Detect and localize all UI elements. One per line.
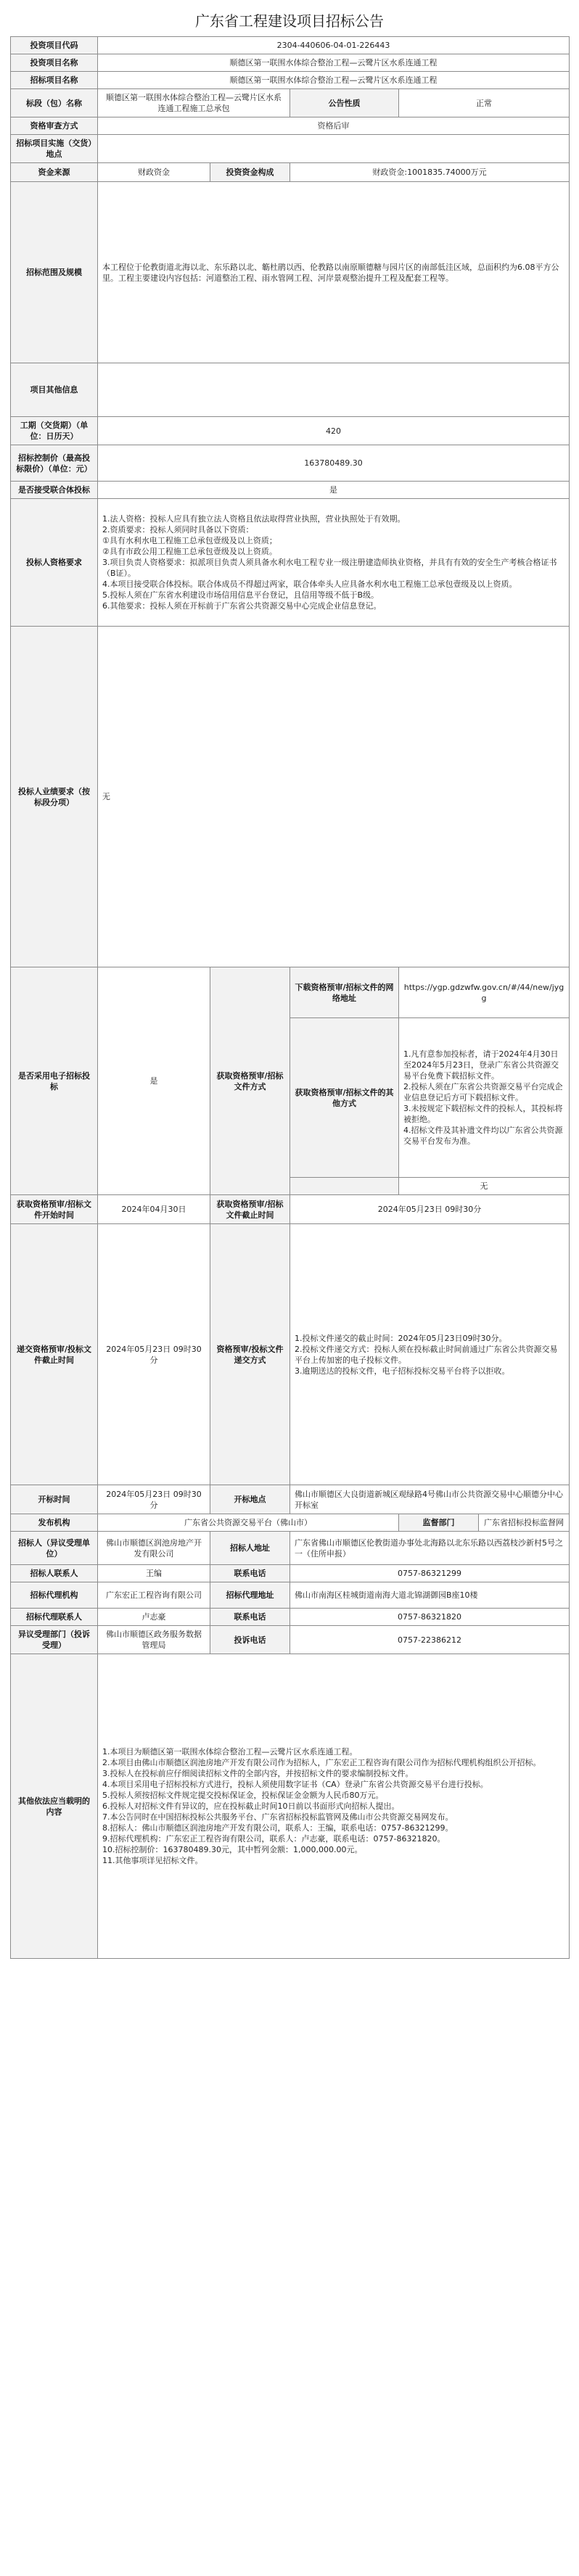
- tender-scope-value: 本工程位于伦教街道北海以北、东乐路以北、簕杜鹃以西、伦教路以南原顺德糖与园片区的南部低洼区域，总面积约为6.08平方公里。工程主要建设内容包括：河道整治工程、雨水管网工程、河岸景观整治提升工程及配套工程等。: [98, 182, 570, 363]
- tenderer-contact-label: 招标人联系人: [11, 1565, 98, 1582]
- e-bid-label: 是否采用电子招标投标: [11, 967, 98, 1195]
- get-url-link[interactable]: https://ygp.gdzwfw.gov.cn/#/44/new/jygg: [403, 982, 564, 1003]
- open-place-label: 开标地点: [210, 1485, 290, 1514]
- e-bid-value: 是: [98, 967, 210, 1195]
- announcement-table: [10, 36, 570, 1959]
- agency-value: 广东宏正工程咨询有限公司: [98, 1582, 210, 1609]
- duration-value: 420: [98, 417, 570, 445]
- project-code-label: 投资项目代码: [11, 37, 98, 54]
- get-method-text: 1.凡有意参加投标者，请于2024年4月30日至2024年5月23日，登录广东省公共资源交易平台免费下载招标文件。 2.投标人须在广东省公共资源交易平台完成企业信息登记后方可下载招标文件。 3.未按规定下载招标文件的投标人，其投标将被拒绝。 4.招标文件及其补遗文件均以广东省公共资源交易平台发布为准。: [399, 1018, 570, 1178]
- other-info-label: 项目其他信息: [11, 363, 98, 417]
- other-method-value: 无: [399, 1178, 570, 1195]
- row-tenderer: [11, 1532, 570, 1565]
- project-name-value: 顺德区第一联围水体综合整治工程—云鹭片区水系连通工程: [98, 54, 570, 72]
- joint-bid-value: 是: [98, 482, 570, 499]
- submit-time-value: 2024年05月23日 09时30分: [98, 1224, 210, 1485]
- fund-composition-value: 财政资金:1001835.74000万元: [290, 163, 570, 182]
- qualification-req-label: 投标人资格要求: [11, 499, 98, 627]
- page-title: 广东省工程建设项目招标公告: [195, 12, 384, 30]
- get-file-end-value: 2024年05月23日 09时30分: [290, 1195, 570, 1224]
- row-get-url: [11, 967, 570, 1018]
- get-file-end-label: 获取资格预审/招标文件截止时间: [210, 1195, 290, 1224]
- announce-nature-label: 公告性质: [290, 89, 399, 117]
- complaint-label: 异议受理部门（投诉受理）: [11, 1626, 98, 1654]
- submit-method-label: 资格预审/投标文件递交方式: [210, 1224, 290, 1485]
- max-price-label: 招标控制价（最高投标限价）（单位：元）: [11, 445, 98, 482]
- supervisor-label: 发布机构: [11, 1514, 98, 1532]
- complaint-value: 佛山市顺德区政务服务数据管理局: [98, 1626, 210, 1654]
- agency-addr-value: 佛山市南海区桂城街道南海大道北锦湖御园B座10楼: [290, 1582, 570, 1609]
- tenderer-label: 招标人（异议受理单位）: [11, 1532, 98, 1565]
- agency-contact-value: 卢志豪: [98, 1609, 210, 1626]
- location-value: [98, 135, 570, 163]
- duration-label: 工期（交货期）（单位：日历天）: [11, 417, 98, 445]
- row-agency-contact: [11, 1609, 570, 1626]
- row-tenderer-contact: [11, 1565, 570, 1582]
- row-tender-project-name: [11, 72, 570, 89]
- fund-composition-label: 投资资金构成: [210, 163, 290, 182]
- tenderer-phone-label: 联系电话: [210, 1565, 290, 1582]
- row-other-info: [11, 363, 570, 417]
- open-place-value: 佛山市顺德区大良街道新城区观绿路4号佛山市公共资源交易中心顺德分中心开标室: [290, 1485, 570, 1514]
- performance-req-label: 投标人业绩要求（按标段分项）: [11, 627, 98, 967]
- supervise-dept-label: 监督部门: [399, 1514, 479, 1532]
- supervisor-value: 广东省公共资源交易平台（佛山市）: [98, 1514, 399, 1532]
- row-qualification-req: [11, 499, 570, 627]
- complaint-phone-label: 投诉电话: [210, 1626, 290, 1654]
- fund-source-label: 资金来源: [11, 163, 98, 182]
- tenderer-addr-value: 广东省佛山市顺德区伦教街道办事处北海路以北东乐路以西荔枝沙新村5号之一（住所申报）: [290, 1532, 570, 1565]
- joint-bid-label: 是否接受联合体投标: [11, 482, 98, 499]
- row-submit: [11, 1224, 570, 1485]
- performance-req-value: 无: [98, 627, 570, 967]
- submit-time-label: 递交资格预审/投标文件截止时间: [11, 1224, 98, 1485]
- announce-nature-value: 正常: [399, 89, 570, 117]
- other-method-label-2: [290, 1178, 399, 1195]
- get-url-cell: [399, 967, 570, 1018]
- tenderer-phone-value: 0757-86321299: [290, 1565, 570, 1582]
- row-location: [11, 135, 570, 163]
- others-label: 其他依法应当载明的内容: [11, 1654, 98, 1959]
- agency-addr-label: 招标代理地址: [210, 1582, 290, 1609]
- row-section: [11, 89, 570, 117]
- section-name-value: 顺德区第一联围水体综合整治工程—云鹭片区水系连通工程施工总承包: [98, 89, 290, 117]
- get-url-label: 下载资格预审/招标文件的网络地址: [290, 967, 399, 1018]
- row-agency: [11, 1582, 570, 1609]
- row-tender-scope: [11, 182, 570, 363]
- row-open: [11, 1485, 570, 1514]
- get-method-label: 获取资格预审/招标文件方式: [210, 967, 290, 1195]
- tenderer-addr-label: 招标人地址: [210, 1532, 290, 1565]
- agency-contact-label: 招标代理联系人: [11, 1609, 98, 1626]
- tender-scope-label: 招标范围及规模: [11, 182, 98, 363]
- qualification-method-label: 资格审查方式: [11, 117, 98, 135]
- get-file-time-label: 获取资格预审/招标文件开始时间: [11, 1195, 98, 1224]
- project-name-label: 投资项目名称: [11, 54, 98, 72]
- project-code-value: 2304-440606-04-01-226443: [98, 37, 570, 54]
- complaint-phone-value: 0757-22386212: [290, 1626, 570, 1654]
- tender-project-name-value: 顺德区第一联围水体综合整治工程—云鹭片区水系连通工程: [98, 72, 570, 89]
- row-performance-req: [11, 627, 570, 967]
- other-info-value: [98, 363, 570, 417]
- open-time-value: 2024年05月23日 09时30分: [98, 1485, 210, 1514]
- supervise-dept-value: 广东省招标投标监督网: [479, 1514, 570, 1532]
- location-label: 招标项目实施（交货）地点: [11, 135, 98, 163]
- get-file-time-value: 2024年04月30日: [98, 1195, 210, 1224]
- tender-project-name-label: 招标项目名称: [11, 72, 98, 89]
- row-get-file-time: [11, 1195, 570, 1224]
- qualification-req-value: 1.法人资格：投标人应具有独立法人资格且依法取得营业执照，营业执照处于有效期。 2.资质要求：投标人须同时具备以下资质： ①具有水利水电工程施工总承包壹级及以上资质； ②具有市政公用工程施工总承包壹级及以上资质。 3.项目负责人资格要求：拟派项目负责人须具备水利水电工程专业一级注册建造师执业资格，并具有有效的安全生产考核合格证书（B证）。 4.本项目接受联合体投标。联合体成员不得超过两家，联合体牵头人应具备水利水电工程施工总承包壹级及以上资质。 5.投标人须在广东省水利建设市场信用信息平台登记，且信用等级不低于B级。 6.其他要求：投标人须在开标前于广东省公共资源交易中心完成企业信息登记。: [98, 499, 570, 627]
- fund-source-value: 财政资金: [98, 163, 210, 182]
- others-value: 1.本项目为顺德区第一联围水体综合整治工程—云鹭片区水系连通工程。 2.本项目由佛山市顺德区润池房地产开发有限公司作为招标人，广东宏正工程咨询有限公司作为招标代理机构组织公开招标。 3.投标人在投标前应仔细阅读招标文件的全部内容，并按招标文件的要求编制投标文件。 4.本项目采用电子招标投标方式进行，投标人须使用数字证书（CA）登录广东省公共资源交易平台进行投标。 5.投标人须按招标文件规定提交投标保证金，投标保证金金额为人民币80万元。 6.投标人对招标文件有异议的，应在投标截止时间10日前以书面形式向招标人提出。 7.本公告同时在中国招标投标公共服务平台、广东省招标投标监管网及佛山市公共资源交易网发布。 8.招标人：佛山市顺德区润池房地产开发有限公司，联系人：王编，联系电话：0757-86321299。 9.招标代理机构：广东宏正工程咨询有限公司，联系人：卢志豪，联系电话：0757-86321820。 10.招标控制价：163780489.30元，其中暂列金额：1,000,000.00元。 11.其他事项详见招标文件。: [98, 1654, 570, 1959]
- agency-label: 招标代理机构: [11, 1582, 98, 1609]
- row-complaint: [11, 1626, 570, 1654]
- row-duration: [11, 417, 570, 445]
- row-project-name: [11, 54, 570, 72]
- row-fund: [11, 163, 570, 182]
- row-others: [11, 1654, 570, 1959]
- tenderer-contact-value: 王编: [98, 1565, 210, 1582]
- other-method-label: 获取资格预审/招标文件的其他方式: [290, 1018, 399, 1178]
- section-name-label: 标段（包）名称: [11, 89, 98, 117]
- agency-phone-value: 0757-86321820: [290, 1609, 570, 1626]
- submit-method-value: 1.投标文件递交的截止时间：2024年05月23日09时30分。 2.投标文件递交方式：投标人须在投标截止时间前通过广东省公共资源交易平台上传加密的电子投标文件。 3.逾期送达的投标文件，电子招标投标交易平台将予以拒收。: [290, 1224, 570, 1485]
- row-max-price: [11, 445, 570, 482]
- qualification-method-value: 资格后审: [98, 117, 570, 135]
- row-qualification-method: [11, 117, 570, 135]
- row-supervisor: [11, 1514, 570, 1532]
- row-joint-bid: [11, 482, 570, 499]
- open-time-label: 开标时间: [11, 1485, 98, 1514]
- agency-phone-label: 联系电话: [210, 1609, 290, 1626]
- row-project-code: [11, 37, 570, 54]
- max-price-value: 163780489.30: [98, 445, 570, 482]
- tenderer-value: 佛山市顺德区润池房地产开发有限公司: [98, 1532, 210, 1565]
